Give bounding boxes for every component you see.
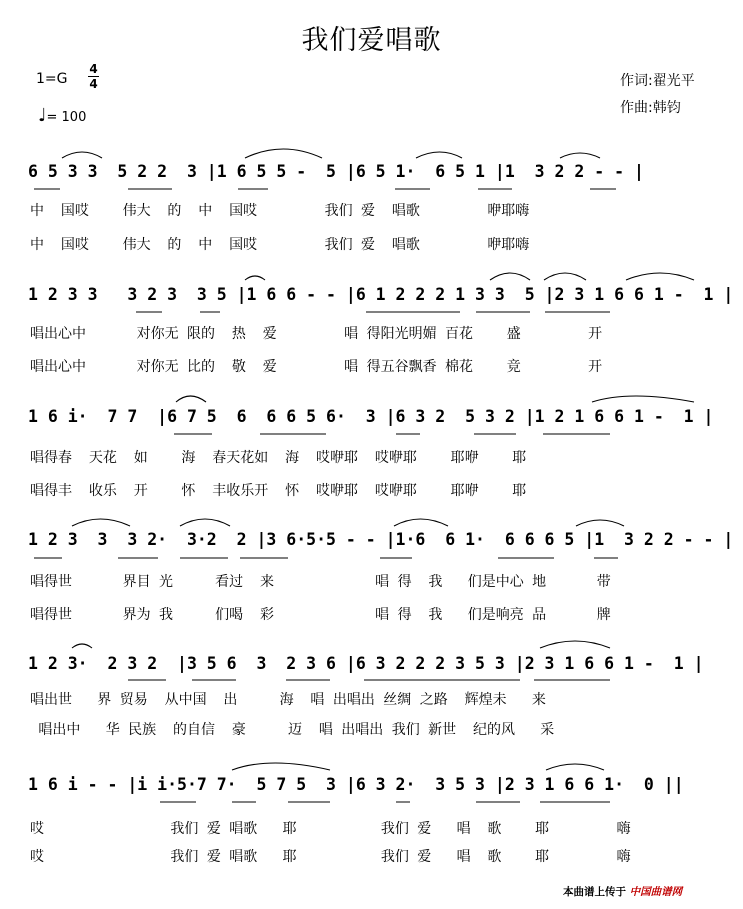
footer-prefix: 本曲谱上传于 <box>563 886 626 898</box>
lyric-row-6-verse-2: 哎 我们 爱 唱歌 耶 我们 爱 唱 歌 耶 嗨 <box>30 849 631 865</box>
key-signature: 1=G <box>36 71 68 87</box>
lyric-row-4-verse-1: 唱得世 界目 光 看过 来 唱 得 我 们是中心 地 带 <box>30 574 611 590</box>
notation-row-5: 1 2 3· 2 3 2 |3 5 6 3 2 3 6 |6 3 2 2 2 3 5 3 |2 3 1 6 6 1 - 1 | <box>28 654 704 673</box>
time-signature-bottom: 4 <box>89 77 98 91</box>
notation-row-2: 1 2 3 3 3 2 3 3 5 |1 6 6 - - |6 1 2 2 2 1 3 3 5 |2 3 1 6 6 1 - 1 | <box>28 285 734 304</box>
lyric-row-3-verse-2: 唱得丰 收乐 开 怀 丰收乐开 怀 哎咿耶 哎咿耶 耶咿 耶 <box>30 483 527 499</box>
notation-row-4: 1 2 3 3 3 2· 3·2 2 |3 6·5·5 - - |1·6 6 1· 6 6 6 5 |1 3 2 2 - - | <box>28 530 734 549</box>
notation-row-6: 1 6 i - - |i i·5·7 7· 5 7 5 3 |6 3 2· 3 5 3 |2 3 1 6 6 1· 0 || <box>28 775 684 794</box>
footer-credit <box>563 884 682 899</box>
lyric-row-5-verse-2: 唱出中 华 民族 的自信 豪 迈 唱 出唱出 我们 新世 纪的风 采 <box>30 722 555 738</box>
time-signature-top: 4 <box>89 62 98 76</box>
lyric-row-2-verse-2: 唱出心中 对你无 比的 敬 爱 唱 得五谷飘香 棉花 竞 开 <box>30 359 603 375</box>
footer-site-logo[interactable]: 中国曲谱网 <box>629 886 683 898</box>
lyric-row-6-verse-1: 哎 我们 爱 唱歌 耶 我们 爱 唱 歌 耶 嗨 <box>30 821 631 837</box>
tempo-value: = 100 <box>46 110 87 125</box>
notation-row-1: 6 5 3 3 5 2 2 3 |1 6 5 5 - 5 |6 5 1· 6 5 1 |1 3 2 2 - - | <box>28 162 644 181</box>
lyric-row-2-verse-1: 唱出心中 对你无 限的 热 爱 唱 得阳光明媚 百花 盛 开 <box>30 326 603 342</box>
lyric-row-4-verse-2: 唱得世 界为 我 们喝 彩 唱 得 我 们是响亮 品 牌 <box>30 607 611 623</box>
lyric-row-5-verse-1: 唱出世 界 贸易 从中国 出 海 唱 出唱出 丝绸 之路 辉煌未 来 <box>30 692 546 708</box>
lyricist-credit: 作词:翟光平 <box>620 73 695 89</box>
notation-row-3: 1 6 i· 7 7 |6 7 5 6 6 6 5 6· 3 |6 3 2 5 3 2 |1 2 1 6 6 1 - 1 | <box>28 407 714 426</box>
song-title: 我们爱唱歌 <box>301 25 442 56</box>
composer-credit: 作曲:韩钧 <box>620 100 681 116</box>
quarter-note-icon: ♩ <box>38 105 47 126</box>
lyric-row-1-verse-2: 中 国哎 伟大 的 中 国哎 我们 爱 唱歌 咿耶嗨 <box>30 237 530 253</box>
lyric-row-1-verse-1: 中 国哎 伟大 的 中 国哎 我们 爱 唱歌 咿耶嗨 <box>30 203 530 219</box>
lyric-row-3-verse-1: 唱得春 天花 如 海 春天花如 海 哎咿耶 哎咿耶 耶咿 耶 <box>30 450 527 466</box>
